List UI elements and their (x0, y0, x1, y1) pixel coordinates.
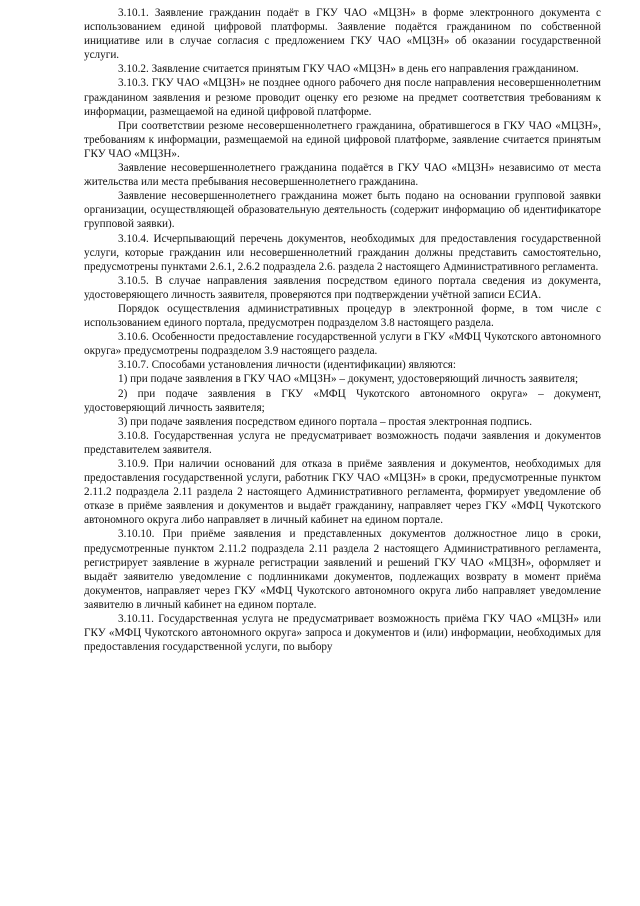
list-item-identification-3: 3) при подаче заявления посредством единого портала – простая электронная подпись. (118, 415, 533, 428)
paragraph-electronic-procedures: Порядок осуществления административных процедур в электронной форме, в том числе с использованием единого портала, предусмотрен подразделом 3.8 настоящего раздела. (84, 302, 601, 330)
paragraph-3-10-5: 3.10.5. В случае направления заявления посредством единого портала сведения из документа, удостоверяющего личность заявителя, проверяются при подтверждении учётной записи ЕСИА. (84, 274, 601, 301)
paragraph-minor-application-place: Заявление несовершеннолетнего гражданина подаётся в ГКУ ЧАО «МЦЗН» независимо от места жительства или места пребывания несовершеннолетнего гражданина. (84, 162, 601, 189)
paragraph-3-10-9: 3.10.9. При наличии оснований для отказа в приёме заявления и документов, необходимых для предоставления государственной услуги, работник ГКУ ЧАО «МЦЗН» в сроки, предусмотренные пунктом 2.11.2 подраздела 2.11 раздела 2 настоящего Административного регламента, формирует уведомление об отказе в приёме заявления и документов и выдаёт гражданину, направляет через ГКУ «МФЦ Чукотского автономного округа либо направляет в личный кабинет на едином портале. (84, 458, 601, 527)
paragraph-3-10-11: 3.10.11. Государственная услуга не предусматривает возможность приёма ГКУ ЧАО «МЦЗН» или ГКУ «МФЦ Чукотского автономного округа» запроса и документов и (или) информации, необходимых для предоставления государственной услуги, по выбору (84, 613, 601, 654)
paragraph-3-10-1: 3.10.1. Заявление гражданин подаёт в ГКУ ЧАО «МЦЗН» в форме электронного документа с использованием единой цифровой платформы. Заявление подаётся гражданином по собственной инициативе или в случае согласия с предложением ГКУ ЧАО «МЦЗН» об оказании государственной услуги. (84, 7, 601, 62)
paragraph-3-10-8: 3.10.8. Государственная услуга не предусматривает возможность подачи заявления и документов представителем заявителя. (84, 429, 601, 456)
paragraph-3-10-10: 3.10.10. При приёме заявления и представленных документов должностное лицо в сроки, предусмотренные пунктом 2.11.2 подраздела 2.11 раздела 2 настоящего Административного регламента, регистрирует заявление в журнале регистрации заявлений и решений ГКУ ЧАО «МЦЗН», оформляет и выдаёт заявителю уведомление с подлинниками документов, подлежащих возврату в момент приёма документов, направляет через ГКУ «МФЦ Чукотского автономного округа либо направляет уведомление заявителю в личный кабинет на едином портале. (84, 528, 601, 611)
paragraph-resume-compliance: При соответствии резюме несовершеннолетнего гражданина, обратившегося в ГКУ ЧАО «МЦЗН», требованиям к информации, размещаемой на единой цифровой платформе, заявление считается принятым ГКУ ЧАО «МЦЗН». (84, 119, 601, 160)
paragraph-group-application: Заявление несовершеннолетнего гражданина может быть подано на основании групповой заявки организации, осуществляющей образовательную деятельность (содержит информацию об идентификаторе групповой заявки). (84, 190, 601, 231)
list-item-identification-2: 2) при подаче заявления в ГКУ «МФЦ Чукотского автономного округа» – документ, удостоверяющий личность заявителя; (84, 387, 601, 414)
paragraph-3-10-3: 3.10.3. ГКУ ЧАО «МЦЗН» не позднее одного рабочего дня после направления несовершеннолетним гражданином заявления и резюме проводит оценку его резюме на предмет соответствия требованиям к информации, размещаемой на единой цифровой платформе. (84, 77, 601, 118)
paragraph-3-10-6: 3.10.6. Особенности предоставление государственной услуги в ГКУ «МФЦ Чукотского автономного округа» предусмотрены подразделом 3.9 настоящего раздела. (84, 331, 601, 358)
list-item-identification-1: 1) при подаче заявления в ГКУ ЧАО «МЦЗН» – документ, удостоверяющий личность заявителя; (118, 373, 579, 386)
paragraph-3-10-7: 3.10.7. Способами установления личности (идентификации) являются: (118, 359, 457, 372)
paragraph-3-10-4: 3.10.4. Исчерпывающий перечень документов, необходимых для предоставления государственной услуги, которые гражданин или несовершеннолетний гражданин должны представить самостоятельно, предусмотрены пунктами 2.6.1, 2.6.2 подраздела 2.6. раздела 2 настоящего Административного регламента. (84, 232, 601, 273)
paragraph-3-10-2: 3.10.2. Заявление считается принятым ГКУ ЧАО «МЦЗН» в день его направления гражданином. (118, 63, 579, 76)
